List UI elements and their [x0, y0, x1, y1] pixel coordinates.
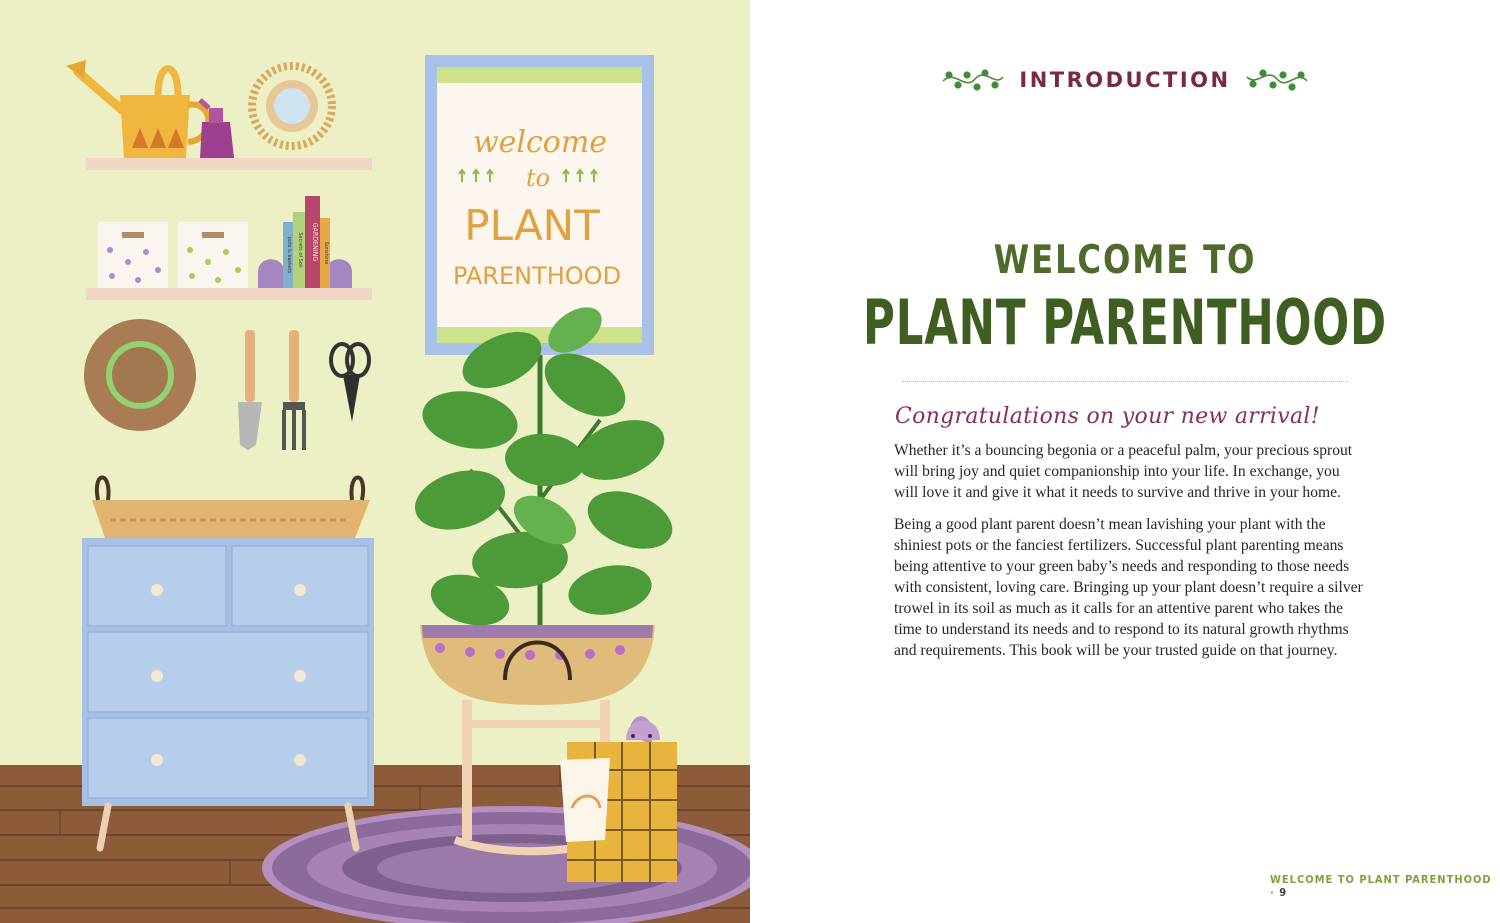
dotted-divider	[902, 381, 1348, 382]
poster-line-to: to	[525, 164, 551, 192]
title-line-2: PLANT PARENTHOOD	[863, 286, 1387, 359]
paragraph-2: Being a good plant parent doesn’t mean lavishing your plant with the shiniest pots or the fanciest fertilizers. Successful plant parenting means being attentive to your green baby’s needs and responding to those needs with consistent, loving care. Bringing up your plant doesn’t require a silver trowel in its soil as much as it calls for an attentive parent who takes the time to understand its needs and to respond to its natural growth rhythms and requirements. This book will be your trusted guide on that journey.	[894, 516, 1363, 659]
poster-line-parenthood: PARENTHOOD	[452, 262, 622, 290]
book-spine-secrets-of-soil: Secrets of Soil	[297, 232, 303, 268]
paragraph-1: Whether it’s a bouncing begonia or a peaceful palm, your precious sprout will bring joy and quiet companionship into your life. In exchange, you will love it and give it what it needs to survive and thrive in your home.	[894, 442, 1353, 501]
storage-box-1	[98, 222, 168, 288]
framed-poster	[425, 55, 654, 355]
book-spine-gardening: GARDENING	[311, 222, 319, 262]
storage-box-2	[178, 222, 248, 288]
right-vine-icon	[1245, 63, 1309, 97]
section-header	[940, 62, 1310, 98]
blue-dresser	[82, 538, 374, 848]
left-vine-icon	[941, 63, 1005, 97]
book-spine-sunshine: Sunshine	[323, 241, 329, 265]
middle-shelf	[86, 288, 372, 300]
footer-separator: ·	[1270, 886, 1275, 899]
page-number: 9	[1279, 886, 1288, 899]
poster-line-plant: PLANT	[464, 201, 600, 250]
straw-hat	[84, 319, 196, 431]
section-label: INTRODUCTION	[1019, 68, 1231, 92]
book-spine-pots-and-baskets: pots & baskets	[286, 236, 292, 274]
poster-line-welcome: welcome	[472, 125, 608, 160]
top-shelf	[86, 158, 372, 170]
text-page	[750, 0, 1500, 923]
footer-title: WELCOME TO PLANT PARENTHOOD	[1270, 873, 1492, 886]
running-footer	[1270, 873, 1500, 899]
body-text	[894, 440, 1364, 672]
title-line-1: WELCOME TO	[993, 238, 1257, 283]
subheading: Congratulations on your new arrival!	[895, 404, 1320, 429]
